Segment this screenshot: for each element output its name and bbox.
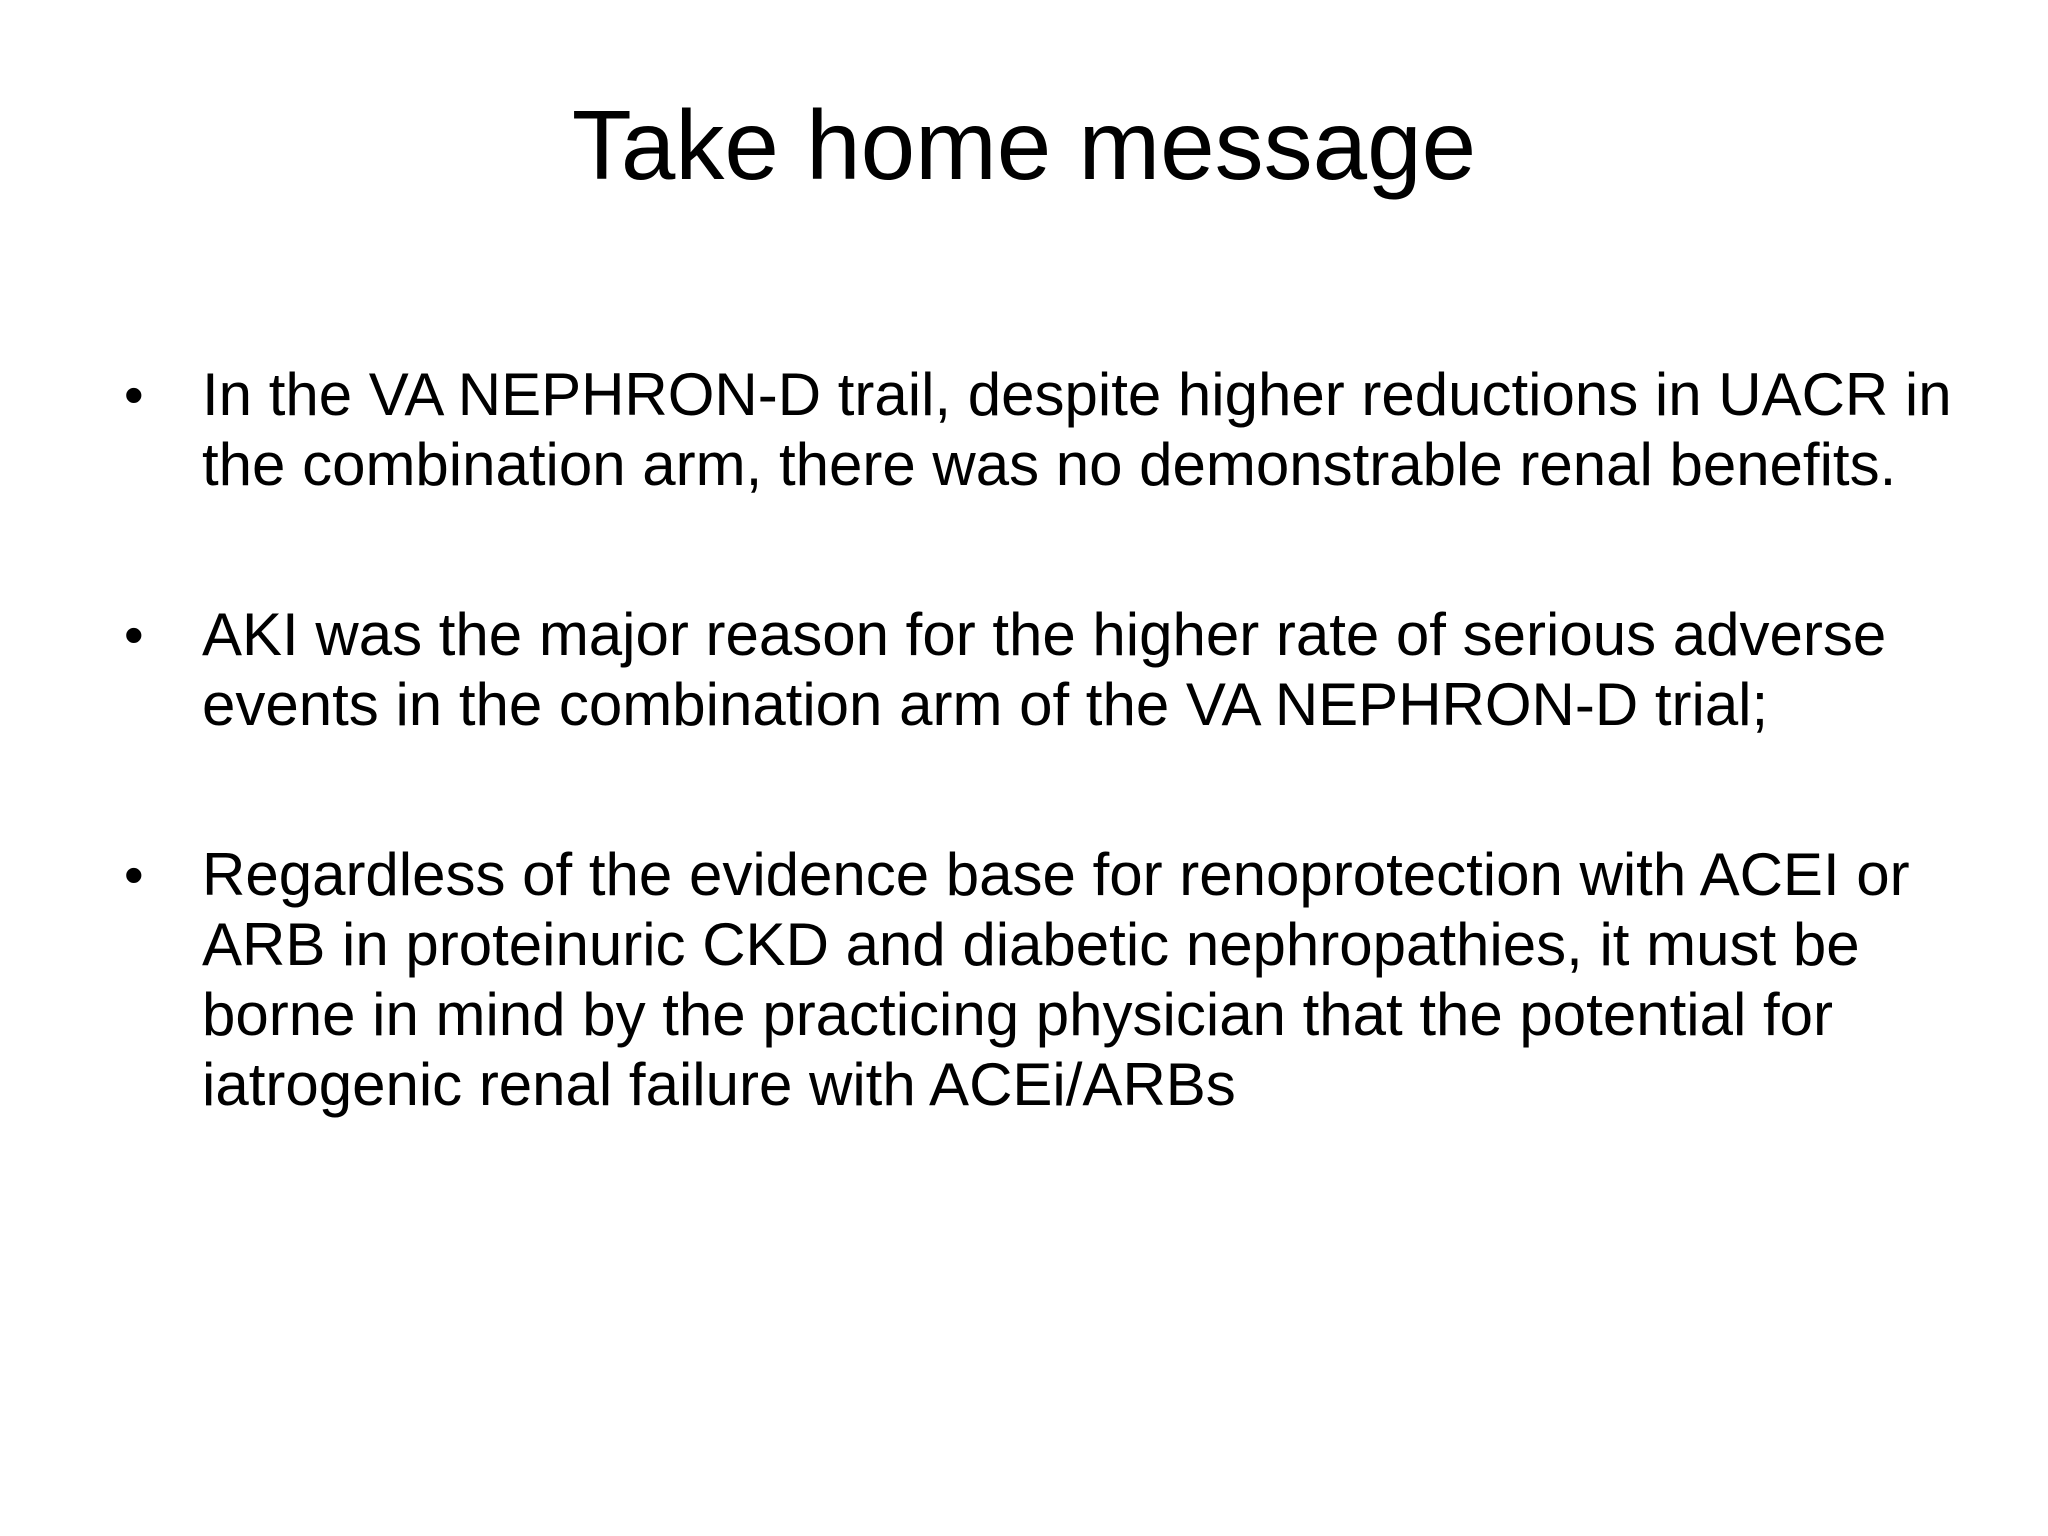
bullet-icon: •: [124, 363, 144, 426]
bullet-item: [118, 840, 1978, 1120]
bullet-text: AKI was the major reason for the higher rate of serious adverse events in the combination arm of the VA NEPHRON-D trial;: [202, 601, 1887, 738]
bullet-icon: •: [124, 603, 144, 666]
slide-title: Take home message: [571, 90, 1477, 200]
bullet-text: Regardless of the evidence base for renoprotection with ACEI or ARB in proteinuric CKD and diabetic nephropathies, it must be borne in mind by the practicing physician that the potential for iatrogenic renal failure with ACEi/ARBs: [202, 841, 1910, 1118]
bullet-icon: •: [124, 843, 144, 906]
bullet-text: In the VA NEPHRON-D trail, despite higher reductions in UACR in the combination arm, there was no demonstrable renal benefits.: [202, 361, 1952, 498]
bullet-item: [118, 600, 1978, 740]
bullet-list: [118, 360, 1978, 1120]
bullet-item: [118, 360, 1978, 500]
